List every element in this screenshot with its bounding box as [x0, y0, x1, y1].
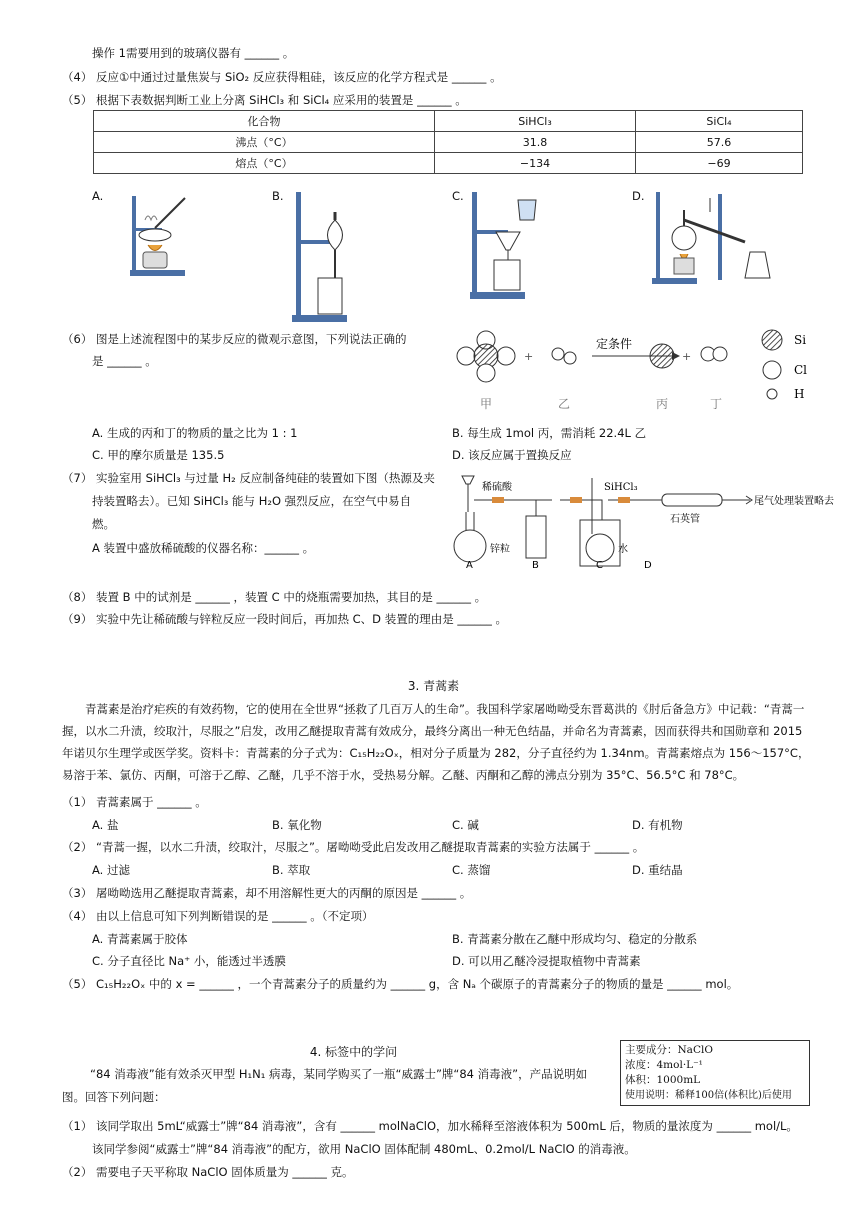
s3-q4-option-c: C. 分子直径比 Na⁺ 小，能透过半透膜	[92, 954, 286, 968]
reaction-condition: 定条件	[596, 337, 633, 351]
legend-cl: Cl	[794, 363, 808, 377]
filtration-apparatus-figure	[468, 190, 558, 305]
setup-letter-c: C	[596, 560, 603, 571]
q6-option-c: C. 甲的摩尔质量是 135.5	[92, 448, 225, 462]
q6-option-b: B. 每生成 1mol 丙，需消耗 22.4L 乙	[452, 426, 647, 440]
boiling-point-table	[93, 110, 803, 174]
apparatus-label-b: B.	[272, 189, 284, 203]
distillation-apparatus-figure	[650, 190, 775, 285]
species-jia: 甲	[480, 397, 493, 411]
s3-q2-option-d: D. 重结晶	[632, 863, 683, 877]
q4-line	[62, 69, 502, 85]
table-cell: 31.8	[435, 132, 636, 153]
acid-label: 稀硫酸	[482, 482, 512, 493]
legend-h: H	[794, 387, 805, 401]
table-header-cell: SiCl₄	[636, 111, 803, 132]
table-cell: 沸点（°C）	[94, 132, 435, 153]
apparatus-label-a: A.	[92, 189, 104, 203]
table-cell: 57.6	[636, 132, 803, 153]
table-cell: −69	[636, 153, 803, 174]
exhaust-label: 尾气处理装置略去	[754, 496, 834, 507]
s3-q3-text: 屠呦呦选用乙醚提取青蒿素，却不用溶解性更大的丙酮的原因是 ______ 。	[96, 886, 472, 900]
q4-text: 反应①中通过过量焦炭与 SiO₂ 反应获得粗硅，该反应的化学方程式是 ______ 。	[96, 70, 502, 84]
separatory-funnel-figure	[290, 190, 380, 325]
tube-label: 石英管	[670, 514, 700, 525]
reagent-label: SiHCl₃	[604, 482, 638, 493]
table-row	[94, 132, 803, 153]
s3-q1-option-a: A. 盐	[92, 818, 119, 832]
q-number: （1）	[62, 1119, 93, 1133]
s3-q1-text: 青蒿素属于 ______ 。	[96, 795, 207, 809]
setup-letter-a: A	[466, 560, 473, 571]
q7-line2: 持装置略去）。已知 SiHCl₃ 能与 H₂O 强烈反应，在空气中易自	[92, 494, 412, 508]
q8-line	[62, 589, 486, 605]
q6-option-a: A. 生成的丙和丁的物质的量之比为 1 : 1	[92, 426, 298, 440]
section3-title: 3. 青蒿素	[407, 679, 460, 693]
s3-q4-line	[62, 908, 374, 924]
s4-q1-line2: 该同学参阅“威露士”牌“84 消毒液”的配方，欲用 NaClO 固体配制 480mL、0.2mol/L NaClO 的消毒液。	[92, 1142, 636, 1156]
s3-q2-line	[62, 839, 644, 855]
s4-q2-line	[62, 1164, 354, 1180]
s3-q4-text: 由以上信息可知下列判断错误的是 ______ 。（不定项）	[96, 909, 374, 923]
table-header-row	[94, 111, 803, 132]
q-number: （7）	[62, 471, 93, 485]
line-operation1: 操作 1需要用到的玻璃仪器有 ______ 。	[92, 46, 295, 60]
legend-si: Si	[794, 333, 807, 347]
silicon-preparation-setup-figure	[452, 470, 834, 572]
q7-line4: A 装置中盛放稀硫酸的仪器名称：______ 。	[92, 541, 315, 555]
apparatus-label-d: D.	[632, 189, 645, 203]
product-label-box	[620, 1040, 810, 1106]
q6-option-d: D. 该反应属于置换反应	[452, 448, 572, 462]
table-header-cell: 化合物	[94, 111, 435, 132]
q7-text: 实验室用 SiHCl₃ 与过量 H₂ 反应制备纯硅的装置如下图（热源及夹	[96, 471, 435, 485]
label-line: 使用说明：稀释100倍(体积比)后使用	[625, 1090, 792, 1101]
q9-text: 实验中先让稀硫酸与锌粒反应一段时间后，再加热 C、D 装置的理由是 ______ 。	[96, 612, 508, 626]
zinc-label: 锌粒	[490, 544, 510, 555]
setup-letter-d: D	[644, 560, 652, 571]
s3-q1-line	[62, 794, 207, 810]
s3-q2-option-c: C. 蒸馏	[452, 863, 491, 877]
reaction-micro-diagram	[452, 328, 812, 413]
s3-q4-option-d: D. 可以用乙醚冷浸提取植物中青蒿素	[452, 954, 641, 968]
label-line: 浓度：4mol·L⁻¹	[625, 1059, 703, 1071]
section4-paragraph-line1: “84 消毒液”能有效杀灭甲型 H₁N₁ 病毒，某同学购买了一瓶“威露士”牌“84 消毒液”，产品说明如	[90, 1067, 588, 1081]
table-header-cell: SiHCl₃	[435, 111, 636, 132]
q-number: （2）	[62, 1165, 93, 1179]
q9-line	[62, 611, 507, 627]
water-label: 水	[618, 544, 628, 555]
table-cell: 熔点（°C）	[94, 153, 435, 174]
q-number: （8）	[62, 590, 93, 604]
species-yi: 乙	[558, 397, 571, 411]
q-number: （2）	[62, 840, 93, 854]
q-number: （1）	[62, 795, 93, 809]
s3-q5-line	[62, 976, 738, 992]
q-number: （3）	[62, 886, 93, 900]
q7-line	[62, 470, 435, 486]
svg-text:+: +	[524, 350, 534, 363]
s3-q4-option-b: B. 青蒿素分散在乙醚中形成均匀、稳定的分散系	[452, 932, 698, 946]
svg-text:+: +	[682, 350, 692, 363]
setup-letter-b: B	[532, 560, 539, 571]
evaporation-apparatus-figure	[110, 190, 200, 280]
table-row	[94, 153, 803, 174]
s3-q1-option-c: C. 碱	[452, 818, 479, 832]
q-number: （4）	[62, 909, 93, 923]
q-number: （5）	[62, 977, 93, 991]
q7-line3: 燃。	[92, 517, 115, 531]
q6-text: 图是上述流程图中的某步反应的微观示意图，下列说法正确的	[96, 332, 407, 346]
s3-q1-option-d: D. 有机物	[632, 818, 683, 832]
q6-line	[62, 331, 407, 347]
q-number: （6）	[62, 332, 93, 346]
section4-title: 4. 标签中的学问	[309, 1045, 398, 1059]
s4-q1-line	[62, 1118, 798, 1134]
apparatus-label-c: C.	[452, 189, 464, 203]
s3-q2-text: “青蒿一握，以水二升渍，绞取汁，尽服之”。屠呦呦受此启发改用乙醚提取青蒿素的实验方法属于 ______ 。	[96, 840, 645, 854]
species-bing: 丙	[656, 397, 669, 411]
q-number: （9）	[62, 612, 93, 626]
q5-line	[62, 92, 467, 108]
q5-text: 根据下表数据判断工业上分离 SiHCl₃ 和 SiCl₄ 应采用的装置是 ______ 。	[96, 93, 467, 107]
q6-line2: 是 ______ 。	[92, 354, 157, 368]
s4-q2-text: 需要电子天平称取 NaClO 固体质量为 ______ 克。	[96, 1165, 354, 1179]
s3-q1-option-b: B. 氧化物	[272, 818, 322, 832]
species-ding: 丁	[710, 397, 723, 411]
q8-text: 装置 B 中的试剂是 ______ ，装置 C 中的烧瓶需要加热，其目的是 ______ 。	[96, 590, 487, 604]
section4-paragraph-line2: 图。回答下列问题：	[62, 1090, 166, 1104]
s3-q5-text: C₁₅H₂₂Oₓ 中的 x = ______ ，一个青蒿素分子的质量约为 ______ g，含 Nₐ 个碳原子的青蒿素分子的物质的量是 ______ mol。	[96, 977, 739, 991]
q-number: （5）	[62, 93, 93, 107]
s3-q3-line	[62, 885, 471, 901]
q-number: （4）	[62, 70, 93, 84]
table-cell: −134	[435, 153, 636, 174]
label-line: 主要成分：NaClO	[625, 1044, 713, 1056]
s3-q2-option-a: A. 过滤	[92, 863, 130, 877]
s4-q1-text: 该同学取出 5mL“威露士”牌“84 消毒液”，含有 ______ molNaClO，加水稀释至溶液体积为 500mL 后，物质的量浓度为 ______ mol/L。	[96, 1119, 798, 1133]
section3-paragraph: 青蒿素是治疗疟疾的有效药物，它的使用在全世界“拯救了几百万人的生命”。我国科学家屠呦呦受东晋葛洪的《肘后备急方》中记载：“青蒿一握，以水二升渍，绞取汁，尽服之”启发，改用乙醚提取青蒿有效成分，最终分离出一种无色结晶，并命名为青蒿素，因而获得共和国勋章和 2015 年诺贝尔生理学或医学奖。资料卡：青蒿素的分子式为：C₁₅H₂₂Oₓ，相对分子质量为 282，分子直径约为 1.34nm。青蒿素熔点为 156～157°C，易溶于苯、氯仿、丙酮，可溶于乙醇、乙醚，几乎不溶于水，受热易分解。乙醚、丙酮和乙醇的沸点分别为 35°C、56.5°C 和 78°C。	[62, 702, 810, 782]
label-line: 体积：1000mL	[625, 1074, 701, 1086]
s3-q2-option-b: B. 萃取	[272, 863, 311, 877]
s3-q4-option-a: A. 青蒿素属于胶体	[92, 932, 188, 946]
